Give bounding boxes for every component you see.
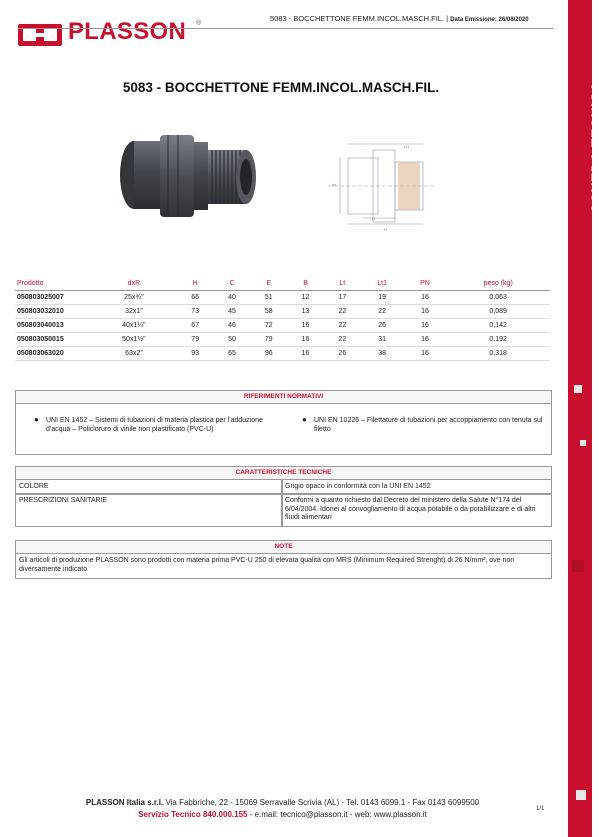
table-cell: 40x1¼" <box>91 319 177 333</box>
table-cell: 19 <box>361 291 404 305</box>
table-cell: 38 <box>361 347 404 361</box>
table-cell: 50x1½" <box>91 333 177 347</box>
table-cell: 46 <box>214 319 251 333</box>
note-box <box>15 553 552 579</box>
registered-mark: ® <box>196 20 202 27</box>
table-cell: 0,318 <box>446 347 550 361</box>
table-cell: 67 <box>177 319 214 333</box>
footer-address <box>0 798 565 807</box>
table-cell: 050803063020 <box>15 347 91 361</box>
table-cell: 050803025007 <box>15 291 91 305</box>
table-cell: 22 <box>361 305 404 319</box>
header-issue-date: Data Emissione: 26/08/2020 <box>450 17 529 23</box>
drawing-label-lt: Lt <box>372 216 376 221</box>
column-header: Lt <box>324 277 361 291</box>
table-cell: 16 <box>287 319 324 333</box>
table-cell: 17 <box>324 291 361 305</box>
table-cell: 0,192 <box>446 333 550 347</box>
table-row <box>15 291 550 305</box>
band-square-decoration <box>580 440 586 446</box>
column-header: PN <box>404 277 447 291</box>
footer-address-text: Via Fabbriche, 22 - 15069 Serravalle Scrivia (AL) - Tel. 0143 6099.1 - Fax 0143 6099500 <box>163 798 480 807</box>
table-cell: 22 <box>324 305 361 319</box>
header-doc-info <box>270 14 529 23</box>
table-cell: 16 <box>404 347 447 361</box>
product-table <box>15 277 550 361</box>
spec-label-colore: COLORE <box>19 483 49 490</box>
table-cell: 16 <box>404 291 447 305</box>
column-header: peso (kg) <box>446 277 550 291</box>
column-header: B <box>287 277 324 291</box>
header-separator: | <box>446 14 449 23</box>
spec-value-cell <box>281 493 552 527</box>
section-heading-note: NOTE <box>15 540 552 554</box>
table-cell: 93 <box>177 347 214 361</box>
table-cell: 16 <box>287 333 324 347</box>
table-cell: 66 <box>177 291 214 305</box>
table-row <box>15 305 550 319</box>
table-cell: 73 <box>177 305 214 319</box>
table-cell: 79 <box>177 333 214 347</box>
table-cell: 050803050015 <box>15 333 91 347</box>
table-cell: 13 <box>287 305 324 319</box>
drawing-label-dx: dx <box>332 182 337 187</box>
table-cell: 45 <box>214 305 251 319</box>
table-cell: 96 <box>250 347 287 361</box>
page-title: 5083 - BOCCHETTONE FEMM.INCOL.MASCH.FIL. <box>122 80 440 95</box>
column-header: E <box>250 277 287 291</box>
table-row <box>15 319 550 333</box>
table-cell: 63x2" <box>91 347 177 361</box>
product-photo <box>112 120 272 245</box>
drawing-label-lt1: Lt1 <box>404 144 410 149</box>
table-cell: 16 <box>404 305 447 319</box>
table-cell: 26 <box>361 319 404 333</box>
header-divider <box>18 28 553 29</box>
column-header: Lt1 <box>361 277 404 291</box>
side-band-label: SCHEDA TECNICA <box>588 81 604 213</box>
table-cell: 50 <box>214 333 251 347</box>
page-number: 1/1 <box>536 806 545 812</box>
table-cell: 32x1" <box>91 305 177 319</box>
table-cell: 050803040013 <box>15 319 91 333</box>
side-band <box>568 0 604 837</box>
footer-contacts <box>0 810 565 819</box>
table-header-row <box>15 277 550 291</box>
table-cell: 050803032010 <box>15 305 91 319</box>
spec-value-colore: Grigio opaco in conformità con la UNI EN 1452 <box>285 483 431 490</box>
drawing-label-h: H <box>384 227 387 232</box>
table-cell: 12 <box>287 291 324 305</box>
table-cell: 16 <box>404 333 447 347</box>
column-header: dxR <box>91 277 177 291</box>
footer-service-label: Servizio Tecnico 840.000.155 <box>138 810 248 819</box>
column-header: Prodotto <box>15 277 91 291</box>
footer-contacts-text: - e.mail: tecnico@plasson.it - web: www.plasson.it <box>247 810 427 819</box>
band-square-decoration <box>572 560 584 572</box>
table-cell: 0,063 <box>446 291 550 305</box>
table-cell: 26 <box>324 347 361 361</box>
plasson-logo <box>18 18 208 48</box>
column-header: C <box>214 277 251 291</box>
technical-drawing <box>318 140 448 235</box>
table-cell: 65 <box>214 347 251 361</box>
column-header: H <box>177 277 214 291</box>
table-cell: 16 <box>287 347 324 361</box>
spec-label-prescrizioni: PRESCRIZIONI SANITARIE <box>19 497 108 504</box>
table-cell: 58 <box>250 305 287 319</box>
spec-label-cell <box>15 493 283 527</box>
logo-wordmark: PLASSON <box>68 18 187 45</box>
table-cell: 79 <box>250 333 287 347</box>
header-doc-code: 5083 - BOCCHETTONE FEMM.INCOL.MASCH.FIL. <box>270 14 445 23</box>
spec-value-prescrizioni: Conformi a quanto richiesto dal Decreto del ministero della Salute N°174 del 6/04/2004. Idonei al convogliamento di acqua potabile o da potabilizzare e di altri fluidi alimentari <box>285 497 536 521</box>
section-heading-caratteristiche: CARATTERISTICHE TECNICHE <box>15 466 552 480</box>
table-cell: 72 <box>250 319 287 333</box>
note-text: Gli articoli di produzione PLASSON sono prodotti con materia prima PVC-U 250 di elevata qualità con MRS (Minimum Required Strenght) di 26 N/mm², ove non diversamente indicato <box>19 557 515 573</box>
riferimenti-box <box>15 403 552 455</box>
riferimenti-item-right: ● UNI EN 10226 – Filettature di tubazioni per accoppiamento con tenuta sul filetto <box>302 417 544 434</box>
table-cell: 22 <box>324 319 361 333</box>
band-square-decoration <box>574 385 582 393</box>
footer-company: PLASSON Italia s.r.l. <box>85 798 164 807</box>
table-cell: 0,142 <box>446 319 550 333</box>
section-heading-riferimenti: RIFERIMENTI NORMATIVI <box>15 390 552 404</box>
table-cell: 25x¾" <box>91 291 177 305</box>
table-cell: 31 <box>361 333 404 347</box>
riferimenti-item-left: ● UNI EN 1452 – Sistemi di tubazioni di materia plastica per l'adduzione d'acqua – Policloruro di vinile non plastificato (PVC-U) <box>34 417 276 434</box>
table-row <box>15 347 550 361</box>
table-cell: 51 <box>250 291 287 305</box>
table-cell: 0,089 <box>446 305 550 319</box>
table-row <box>15 333 550 347</box>
table-cell: 40 <box>214 291 251 305</box>
table-cell: 22 <box>324 333 361 347</box>
table-cell: 16 <box>404 319 447 333</box>
band-square-decoration <box>576 790 586 800</box>
